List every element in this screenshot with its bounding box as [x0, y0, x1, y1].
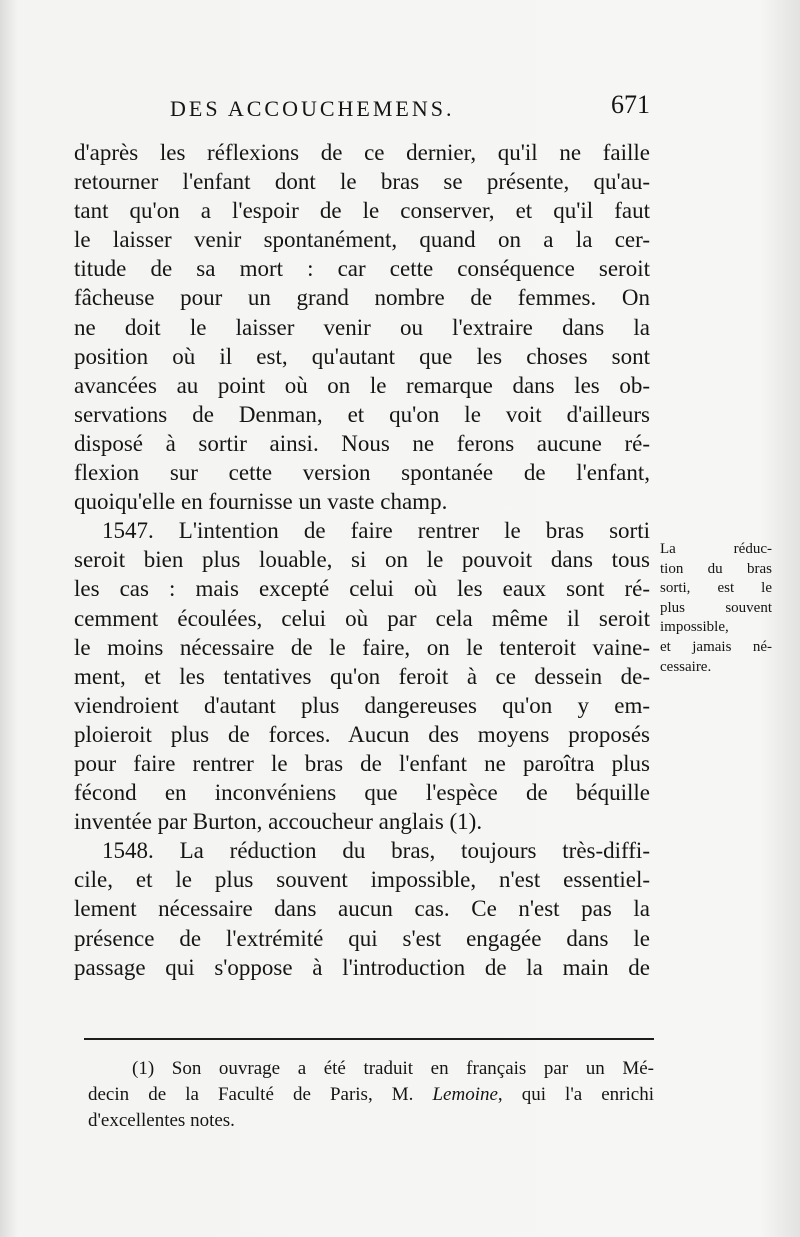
- footnote-text: decin de la Faculté de Paris, M.: [88, 1084, 433, 1105]
- text-line: retourner l'enfant dont le bras se présente, qu'au-: [74, 169, 650, 195]
- text-line: présence de l'extrémité qui s'est engagée dans le: [74, 925, 650, 951]
- text-line: tant qu'on a l'espoir de le conserver, et qu'il faut: [74, 198, 650, 224]
- footnote-line: d'excellentes notes.: [88, 1110, 235, 1131]
- text-line: servations de Denman, et qu'on le voit d'ailleurs: [74, 401, 650, 427]
- text-line: cemment écoulées, celui où par cela même il seroit: [74, 605, 650, 631]
- text-line: le moins nécessaire de le faire, on le tenteroit vaine-: [74, 634, 650, 660]
- page-number: 671: [611, 90, 650, 119]
- margin-note-line: cessaire.: [660, 658, 712, 675]
- margin-note-line: et jamais né-: [660, 638, 772, 655]
- margin-note: [660, 540, 772, 677]
- paragraph-1548-start: 1548. La réduction du bras, toujours très-diffi-: [102, 838, 650, 864]
- text-line: flexion sur cette version spontanée de l'enfant,: [74, 460, 650, 486]
- text-line: ne doit le laisser venir ou l'extraire dans la: [74, 314, 650, 340]
- footnote-line: (1) Son ouvrage a été traduit en français par un Mé-: [132, 1058, 654, 1079]
- footnote-line: [88, 1082, 654, 1108]
- margin-note-line: tion du bras: [660, 560, 772, 577]
- margin-note-line: impossible,: [660, 619, 729, 636]
- text-line: passage qui s'oppose à l'introduction de la main de: [74, 954, 650, 980]
- text-line: disposé à sortir ainsi. Nous ne ferons aucune ré-: [74, 430, 650, 456]
- text-line: pour faire rentrer le bras de l'enfant ne paroîtra plus: [74, 750, 650, 776]
- text-line: cile, et le plus souvent impossible, n'est essentiel-: [74, 867, 650, 893]
- footnote-rule: [84, 1038, 654, 1040]
- footnote-text: , qui l'a enrichi: [497, 1084, 654, 1105]
- text-line: seroit bien plus louable, si on le pouvoit dans tous: [74, 547, 650, 573]
- margin-note-line: plus souvent: [660, 599, 772, 616]
- footnote: [88, 1056, 654, 1134]
- text-line: titude de sa mort : car cette conséquence seroit: [74, 256, 650, 282]
- text-line: fécond en inconvéniens que l'espèce de béquille: [74, 780, 650, 806]
- text-line: fâcheuse pour un grand nombre de femmes. On: [74, 285, 650, 311]
- text-line: ment, et les tentatives qu'on feroit à ce dessein de-: [74, 663, 650, 689]
- text-line: lement nécessaire dans aucun cas. Ce n'est pas la: [74, 896, 650, 922]
- margin-note-line: sorti, est le: [660, 580, 772, 597]
- footnote-author-name: Lemoine: [432, 1084, 498, 1105]
- text-line: viendroient d'autant plus dangereuses qu'on y em-: [74, 692, 650, 718]
- text-line: avancées au point où on le remarque dans les ob-: [74, 372, 650, 398]
- text-line: le laisser venir spontanément, quand on a la cer-: [74, 227, 650, 253]
- running-title: DES ACCOUCHEMENS.: [170, 96, 455, 121]
- text-line: d'après les réflexions de ce dernier, qu'il ne faille: [74, 140, 650, 165]
- text-line: les cas : mais excepté celui où les eaux sont ré-: [74, 576, 650, 602]
- margin-note-line: La réduc-: [660, 541, 772, 557]
- text-line: position où il est, qu'autant que les choses sont: [74, 343, 650, 369]
- paragraph-1547-start: 1547. L'intention de faire rentrer le bras sorti: [102, 518, 650, 544]
- text-line: inventée par Burton, accoucheur anglais (1).: [74, 809, 483, 835]
- body-text: [74, 138, 650, 982]
- text-line: quoiqu'elle en fournisse un vaste champ.: [74, 489, 448, 515]
- text-line: ploieroit plus de forces. Aucun des moyens proposés: [74, 721, 650, 747]
